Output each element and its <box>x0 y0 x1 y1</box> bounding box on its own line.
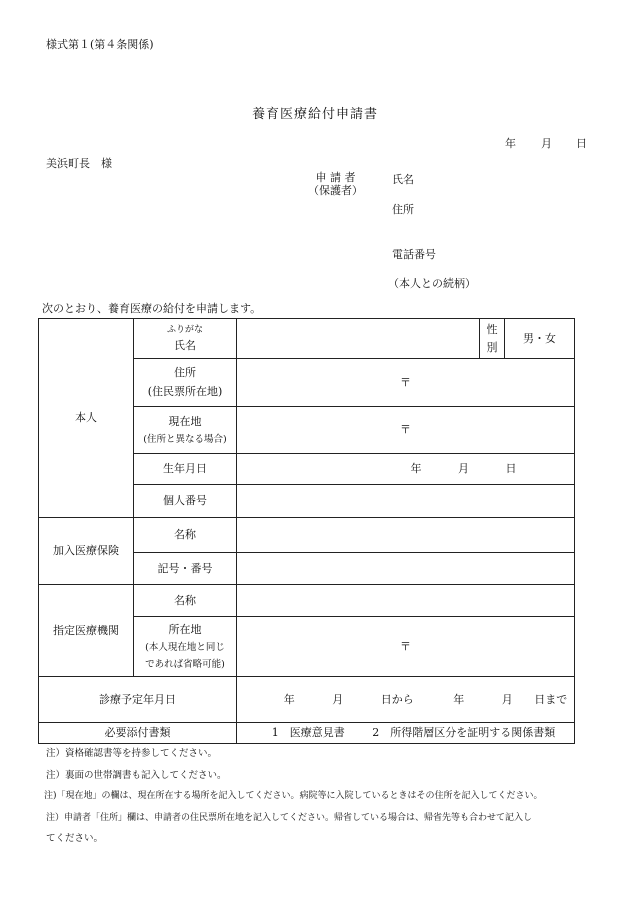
gender-label-cell <box>480 319 505 359</box>
postal-mark: 〒 <box>400 639 411 653</box>
name-label-cell <box>134 319 237 359</box>
gender-field[interactable]: 男・女 <box>505 319 575 359</box>
institution-label: 指定医療機関 <box>39 585 134 677</box>
attachments-field <box>237 723 575 744</box>
address-field[interactable] <box>237 359 575 407</box>
gender-label-2: 別 <box>486 340 498 354</box>
address-sub-label: (住民票所在地) <box>147 385 223 398</box>
institution-address-label: 所在地 <box>168 622 202 636</box>
table-row <box>39 585 575 617</box>
table-row <box>39 518 575 553</box>
applicant-label-line1: 申 請 者 <box>315 171 356 184</box>
personal-number-field[interactable] <box>237 485 575 518</box>
date-day-label: 日 <box>576 137 587 150</box>
attachments-label: 必要添付書類 <box>39 723 237 744</box>
note-4: 注）申請者「住所」欄は、申請者の住民票所在地を記入してください。帰省している場合は、帰省先等も合わせて記入し <box>46 813 533 823</box>
date-year-label: 年 <box>505 137 516 150</box>
applicant-label <box>308 171 363 197</box>
date-month-label: 月 <box>541 137 552 150</box>
current-location-label: 現在地 <box>168 414 202 428</box>
period-end-month-label: 月 <box>501 692 513 706</box>
table-row <box>39 319 575 359</box>
note-2: 注）裏面の世帯調書も記入してください。 <box>46 770 227 781</box>
attachment-item-2: 2 所得階層区分を証明する関係書類 <box>372 726 556 739</box>
treatment-period-label: 診療予定年月日 <box>39 677 237 723</box>
institution-name-field[interactable] <box>237 585 575 617</box>
applicant-label-line2: （保護者） <box>308 184 363 197</box>
table-row <box>39 723 575 744</box>
self-label: 本人 <box>39 319 134 518</box>
personal-number-label: 個人番号 <box>134 485 237 518</box>
treatment-period-field[interactable] <box>237 677 575 723</box>
period-to-label: 日まで <box>534 692 568 706</box>
insurance-code-label: 記号・番号 <box>134 553 237 585</box>
insurance-name-field[interactable] <box>237 518 575 553</box>
insurance-code-field[interactable] <box>237 553 575 585</box>
current-location-label-cell <box>134 407 237 454</box>
application-table <box>38 318 575 744</box>
applicant-phone-label: 電話番号 <box>392 248 436 261</box>
table-row <box>39 677 575 723</box>
period-start-month-label: 月 <box>332 692 344 706</box>
applicant-address-label: 住所 <box>392 203 414 216</box>
note-4-continued: てください。 <box>46 833 104 844</box>
form-number-label: 様式第１(第４条関係) <box>46 38 154 51</box>
applicant-relation-label: （本人との続柄） <box>388 277 476 290</box>
document-title: 養育医療給付申請書 <box>251 107 378 122</box>
note-3: 注)「現在地」の欄は、現在所在する場所を記入してください。病院等に入院しているときはその住所を記入してください。 <box>44 791 543 801</box>
institution-address-note-2: であれば省略可能) <box>145 658 225 670</box>
period-end-year-label: 年 <box>453 692 465 706</box>
gender-label-1: 性 <box>486 322 498 336</box>
period-start-year-label: 年 <box>283 692 295 706</box>
institution-address-label-cell <box>134 617 237 677</box>
birth-year-label: 年 <box>410 462 422 475</box>
note-1: 注）資格確認書等を持参してください。 <box>46 748 218 759</box>
furigana-label: ふりがな <box>166 324 203 335</box>
current-location-field[interactable] <box>237 407 575 454</box>
institution-address-field[interactable] <box>237 617 575 677</box>
intro-text: 次のとおり、養育医療の給付を申請します。 <box>42 302 262 315</box>
name-field[interactable] <box>237 319 480 359</box>
attachment-item-1: 1 医療意見書 <box>271 726 345 739</box>
birth-day-label: 日 <box>505 462 517 475</box>
name-label: 氏名 <box>174 338 196 352</box>
birth-month-label: 月 <box>458 462 469 475</box>
birth-date-label: 生年月日 <box>134 454 237 485</box>
address-label-cell <box>134 359 237 407</box>
institution-address-note-1: (本人現在地と同じ <box>145 641 225 653</box>
period-from-label: 日から <box>380 692 414 706</box>
institution-name-label: 名称 <box>134 585 237 617</box>
current-location-sub-label: (住所と異なる場合) <box>143 433 227 445</box>
birth-date-field[interactable] <box>237 454 575 485</box>
addressee: 美浜町長 様 <box>46 157 112 170</box>
insurance-name-label: 名称 <box>134 518 237 553</box>
postal-mark: 〒 <box>400 423 411 436</box>
address-label: 住所 <box>174 366 196 379</box>
insurance-label: 加入医療保険 <box>39 518 134 585</box>
applicant-name-label: 氏名 <box>392 173 414 186</box>
postal-mark: 〒 <box>400 375 411 389</box>
